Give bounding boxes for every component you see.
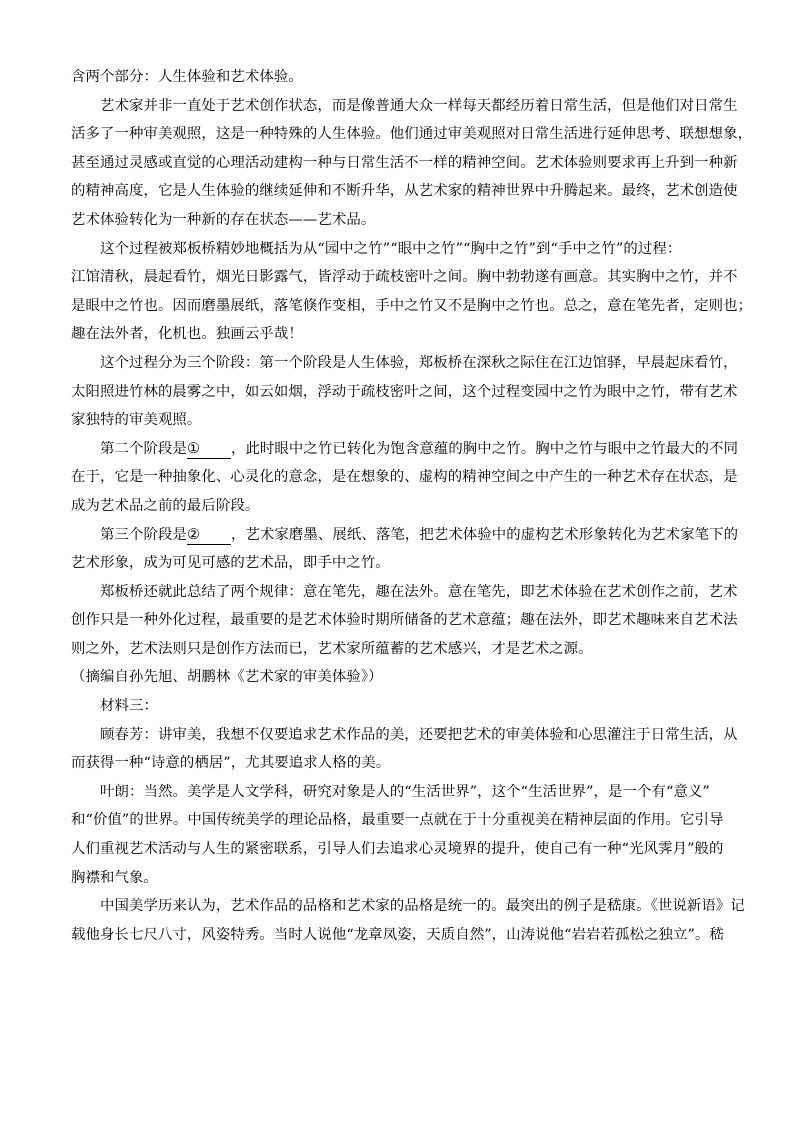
text-line: 人们重视艺术活动与人生的紧密联系，引导人们去追求心灵境界的提升，使自己有一种“光风霁月”般的 <box>71 841 724 858</box>
text-line: 载他身长七尺八寸，风姿特秀。当时人说他“龙章凤姿，天质自然”，山涛说他“岩岩若孤松之独立”。嵇 <box>71 926 724 943</box>
text-line <box>71 435 739 464</box>
citation-text: （摘编自孙先旭、胡鹏林《艺术家的审美体验》） <box>71 669 383 686</box>
text-line: 甚至通过灵感或直觉的心理活动建构一种与日常生活不一样的精神空间。艺术体验则要求再上升到一种新 <box>71 154 738 171</box>
heading-text: 材料三： <box>100 698 158 715</box>
text-line: 家独特的审美观照。 <box>71 412 202 429</box>
stage-two-prefix: 第二个阶段是 <box>100 440 187 457</box>
stage-three-prefix: 第三个阶段是 <box>100 526 187 543</box>
paragraph-stage-three <box>71 521 739 578</box>
dialogue-ye-lang <box>71 778 724 892</box>
text-line: 成为艺术品之前的最后阶段。 <box>71 497 260 514</box>
text-line: 艺术家并非一直处于艺术创作状态，而是像普通大众一样每天都经历着日常生活，但是他们对日常生 <box>100 97 738 114</box>
paragraph-chinese-aesthetics <box>71 892 745 949</box>
text-line: 的精神高度，它是人生体验的继续延伸和不断升华，从艺术家的精神世界中升腾起来。最终，艺术创造使 <box>71 183 738 200</box>
text-line: 艺术体验转化为一种新的存在状态——艺术品。 <box>71 211 376 228</box>
source-citation <box>71 663 721 692</box>
text-line: 中国美学历来认为，艺术作品的品格和艺术家的品格是统一的。最突出的例子是嵇康。《世说新语》记 <box>100 898 745 915</box>
text-line: 是眼中之竹也。因而磨墨展纸，落笔倏作变相，手中之竹又不是胸中之竹也。总之，意在笔先者，定则也； <box>71 297 753 314</box>
paragraph-two-rules <box>71 578 738 664</box>
text-line: 这个过程分为三个阶段：第一个阶段是人生体验，郑板桥在深秋之际住在江边馆驿，早晨起床看竹， <box>100 354 738 371</box>
fill-blank-1[interactable]: ① <box>187 440 231 459</box>
text-line: 胸襟和气象。 <box>71 869 158 886</box>
text-line: 趣在法外者，化机也。独画云乎哉！ <box>71 326 303 343</box>
paragraph-continuation <box>71 63 721 92</box>
text-line: 叶朗：当然。美学是人文学科，研究对象是人的“生活世界”，这个“生活世界”，是一个有“意义” <box>100 783 710 800</box>
material-heading <box>71 692 721 721</box>
text-line: 顾春芳：讲审美，我想不仅要追求艺术作品的美，还要把艺术的审美体验和心思灌注于日常生活，从 <box>100 726 738 743</box>
text-line: 则之外，艺术法则只是创作方法而已，艺术家所蕴蓄的艺术感兴，才是艺术之源。 <box>71 640 593 657</box>
text-line: 江馆清秋，晨起看竹，烟光日影露气，皆浮动于疏枝密叶之间。胸中勃勃遂有画意。其实胸中之竹，并不 <box>71 269 738 286</box>
text-line: 而获得一种“诗意的栖居”，尤其要追求人格的美。 <box>71 755 391 772</box>
paragraph-stage-two <box>71 435 739 521</box>
text-line: 郑板桥还就此总结了两个规律：意在笔先，趣在法外。意在笔先，即艺术体验在艺术创作之前，艺术 <box>100 583 738 600</box>
text-line: 活多了一种审美观照，这是一种特殊的人生体验。他们通过审美观照对日常生活进行延伸思考、联想想象， <box>71 126 753 143</box>
text-line: 含两个部分：人生体验和艺术体验。 <box>71 69 303 85</box>
paragraph-zheng-banqiao-quote <box>71 235 753 349</box>
paragraph-artist-experience <box>71 92 753 235</box>
text-line: 太阳照进竹林的晨雾之中，如云如烟，浮动于疏枝密叶之间，这个过程变园中之竹为眼中之竹，带有艺术 <box>71 383 738 400</box>
text-line: 和“价值”的世界。中国传统美学的理论品格，最重要一点就在于十分重视美在精神层面的作用。它引导 <box>71 812 724 829</box>
paragraph-three-stages <box>71 349 738 435</box>
stage-three-rest: ，艺术家磨墨、展纸、落笔，把艺术体验中的虚构艺术形象转化为艺术家笔下的 <box>230 526 739 543</box>
document-body <box>71 63 753 949</box>
text-line: 艺术形象，成为可见可感的艺术品，即手中之竹。 <box>71 555 390 572</box>
fill-blank-2[interactable]: ② <box>187 526 231 545</box>
text-line <box>71 521 739 550</box>
text-line: 创作只是一种外化过程，最重要的是艺术体验时期所储备的艺术意蕴；趣在法外，即艺术趣味来自艺术法 <box>71 612 738 629</box>
dialogue-gu-chunfang <box>71 721 738 778</box>
text-line: 在于，它是一种抽象化、心灵化的意念，是在想象的、虚构的精神空间之中产生的一种艺术存在状态，是 <box>71 469 738 486</box>
text-line: 这个过程被郑板桥精妙地概括为从“园中之竹”“眼中之竹”“胸中之竹”到“手中之竹”的过程： <box>100 240 682 257</box>
stage-two-rest: ，此时眼中之竹已转化为饱含意蕴的胸中之竹。胸中之竹与眼中之竹最大的不同 <box>230 440 739 457</box>
